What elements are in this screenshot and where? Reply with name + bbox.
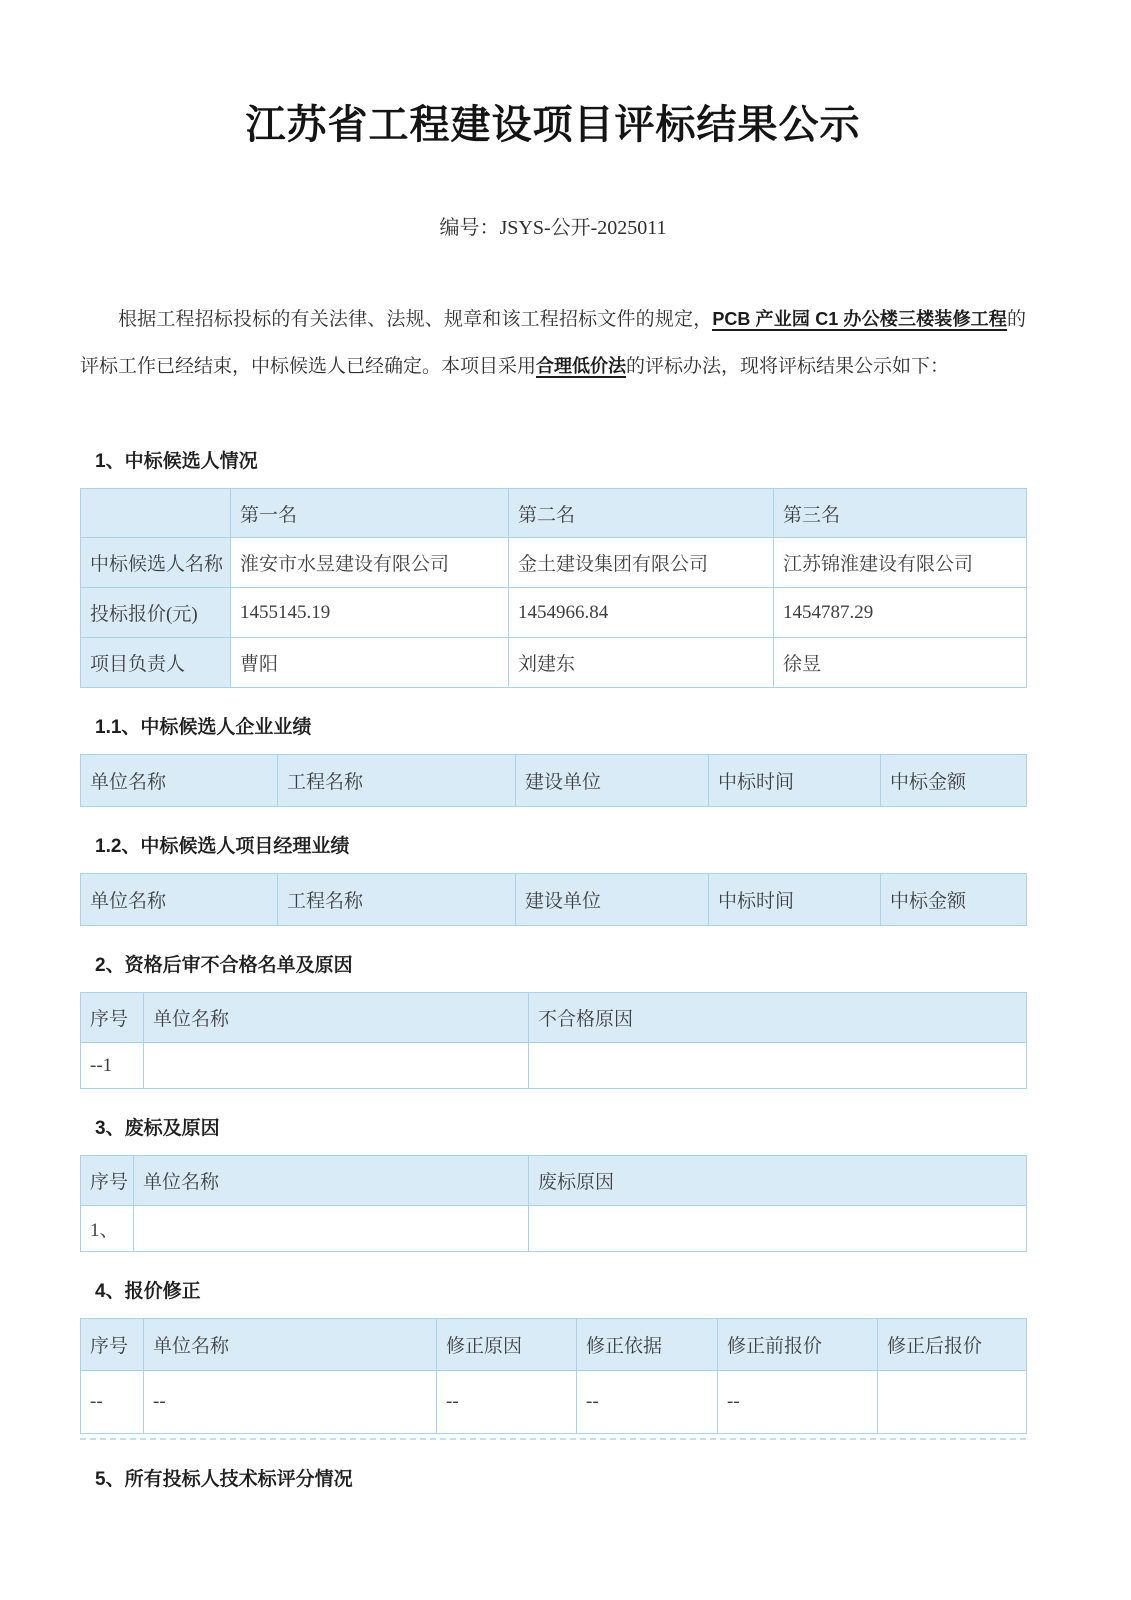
column-header: 单位名称 xyxy=(81,874,278,926)
table-cell xyxy=(144,1043,529,1089)
table-cell: 曹阳 xyxy=(231,638,509,688)
section-rejected xyxy=(80,1115,1026,1252)
section-manager_perf xyxy=(80,833,1026,926)
row-label-cell: 投标报价(元) xyxy=(81,588,231,638)
section-heading-rejected: 3、废标及原因 xyxy=(95,1118,220,1139)
section-tech_score xyxy=(80,1466,1026,1493)
table-header-row xyxy=(81,1156,1027,1206)
table-cell: 徐昱 xyxy=(774,638,1027,688)
intro-paragraph xyxy=(80,296,1026,390)
sections-container xyxy=(80,448,1026,1493)
table-row xyxy=(81,1371,1027,1434)
table-candidates xyxy=(80,488,1027,688)
table-cell: 1454787.29 xyxy=(774,588,1027,638)
table-disqualified xyxy=(80,992,1027,1089)
column-header: 序号 xyxy=(81,1156,134,1206)
column-header: 中标金额 xyxy=(881,755,1027,807)
column-header: 工程名称 xyxy=(278,755,516,807)
table-enterprise_perf xyxy=(80,754,1027,807)
column-header: 第二名 xyxy=(509,489,774,538)
column-header: 中标金额 xyxy=(881,874,1027,926)
column-header: 单位名称 xyxy=(144,1319,437,1371)
table-row xyxy=(81,1206,1027,1252)
table-cell: -- xyxy=(437,1371,577,1434)
table-cell: 淮安市水昱建设有限公司 xyxy=(231,538,509,588)
intro-lead: 根据工程招标投标的有关法律、法规、规章和该工程招标文件的规定， xyxy=(118,309,713,330)
table-cell xyxy=(529,1043,1027,1089)
column-header: 单位名称 xyxy=(144,993,529,1043)
table-header-row xyxy=(81,755,1027,807)
column-header: 废标原因 xyxy=(529,1156,1027,1206)
table-cell: -- xyxy=(144,1371,437,1434)
table-cell: -- xyxy=(81,1371,144,1434)
table-cell xyxy=(878,1371,1027,1434)
table-row xyxy=(81,588,1027,638)
row-label-cell: 项目负责人 xyxy=(81,638,231,688)
table-cell: 1、 xyxy=(81,1206,134,1252)
table-cell xyxy=(529,1206,1027,1252)
column-header: 序号 xyxy=(81,993,144,1043)
column-header: 修正前报价 xyxy=(718,1319,878,1371)
table-row xyxy=(81,638,1027,688)
section-heading-enterprise_perf: 1.1、中标候选人企业业绩 xyxy=(95,717,312,738)
project-name: PCB 产业园 C1 办公楼三楼装修工程 xyxy=(712,309,1007,329)
table-cell: -- xyxy=(718,1371,878,1434)
section-heading-disqualified: 2、资格后审不合格名单及原因 xyxy=(95,955,353,976)
column-header: 建设单位 xyxy=(516,755,709,807)
evaluation-method: 合理低价法 xyxy=(536,356,627,376)
section-heading-price_correction: 4、报价修正 xyxy=(95,1281,201,1302)
column-header: 不合格原因 xyxy=(529,993,1027,1043)
table-cell: 1454966.84 xyxy=(509,588,774,638)
table-rejected xyxy=(80,1155,1027,1252)
section-heading-manager_perf: 1.2、中标候选人项目经理业绩 xyxy=(95,836,350,857)
table-header-row xyxy=(81,489,1027,538)
section-heading-candidates: 1、中标候选人情况 xyxy=(95,451,258,472)
section-candidates xyxy=(80,448,1026,688)
table-row xyxy=(81,1043,1027,1089)
intro-tail: 的评标办法，现将评标结果公示如下： xyxy=(626,356,950,377)
section-enterprise_perf xyxy=(80,714,1026,807)
column-header xyxy=(81,489,231,538)
table-cell: 刘建东 xyxy=(509,638,774,688)
column-header: 第一名 xyxy=(231,489,509,538)
page-title: 江苏省工程建设项目评标结果公示 xyxy=(245,102,861,147)
table-manager_perf xyxy=(80,873,1027,926)
column-header: 修正后报价 xyxy=(878,1319,1027,1371)
dashed-separator-line xyxy=(80,1438,1026,1440)
table-row xyxy=(81,538,1027,588)
column-header: 中标时间 xyxy=(709,755,881,807)
table-price_correction xyxy=(80,1318,1027,1434)
row-label-cell: 中标候选人名称 xyxy=(81,538,231,588)
column-header: 建设单位 xyxy=(516,874,709,926)
table-cell: --1 xyxy=(81,1043,144,1089)
table-header-row xyxy=(81,993,1027,1043)
intro-mid: 的评标工作已经结束，中标候选人已经确定。本项目采用 xyxy=(80,309,1026,377)
section-heading-tech_score: 5、所有投标人技术标评分情况 xyxy=(95,1469,353,1490)
table-cell: 江苏锦淮建设有限公司 xyxy=(774,538,1027,588)
table-header-row xyxy=(81,874,1027,926)
column-header: 中标时间 xyxy=(709,874,881,926)
column-header: 单位名称 xyxy=(81,755,278,807)
column-header: 修正依据 xyxy=(577,1319,718,1371)
column-header: 工程名称 xyxy=(278,874,516,926)
doc-number: 编号：JSYS-公开-2025011 xyxy=(439,217,667,239)
table-cell: 1455145.19 xyxy=(231,588,509,638)
column-header: 修正原因 xyxy=(437,1319,577,1371)
column-header: 序号 xyxy=(81,1319,144,1371)
table-cell: 金土建设集团有限公司 xyxy=(509,538,774,588)
table-header-row xyxy=(81,1319,1027,1371)
table-cell xyxy=(134,1206,529,1252)
table-cell: -- xyxy=(577,1371,718,1434)
column-header: 单位名称 xyxy=(134,1156,529,1206)
column-header: 第三名 xyxy=(774,489,1027,538)
section-price_correction xyxy=(80,1278,1026,1440)
section-disqualified xyxy=(80,952,1026,1089)
